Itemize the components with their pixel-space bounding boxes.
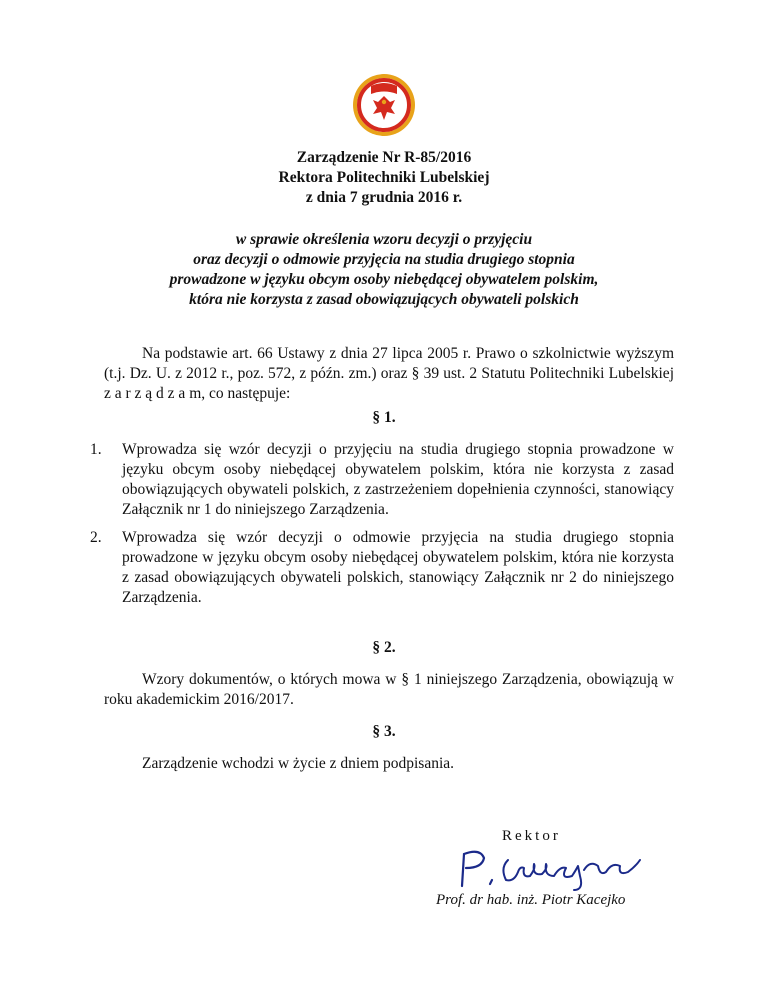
subject-line: która nie korzysta z zasad obowiązujących obywateli polskich [189,291,579,308]
section3-paragraph: Zarządzenie wchodzi w życie z dniem podpisania. [142,755,455,772]
section2-paragraph: Wzory dokumentów, o których mowa w § 1 niniejszego Zarządzenia, obowiązują w roku akademickim 2016/2017. [104,671,674,708]
university-logo-icon [351,72,417,138]
list-item [90,528,674,608]
list-item-text: Wprowadza się wzór decyzji o odmowie przyjęcia na studia drugiego stopnia prowadzone w języku obcym osoby niebędącej obywatelem polskim, która nie korzysta z zasad obowiązujących obywateli polskich, stanowiący Załącznik nr 2 do niniejszego Zarządzenia. [122,529,674,606]
subject-line: w sprawie określenia wzoru decyzji o przyjęciu [235,231,533,248]
document-issuer: Rektora Politechniki Lubelskiej [278,169,490,186]
subject-line: prowadzone w języku obcym osoby niebędącej obywatelem polskim, [169,271,599,288]
document-date: z dnia 7 grudnia 2016 r. [305,189,463,206]
section-heading-3: § 3. [372,723,396,740]
section-heading-1: § 1. [372,409,396,426]
list-item-number: 2. [90,529,102,546]
section-heading-2: § 2. [372,639,396,656]
list-item-text: Wprowadza się wzór decyzji o przyjęciu na studia drugiego stopnia prowadzone w języku obcym osoby niebędącej obywatelem polskim, która nie korzysta z zasad obowiązujących obywateli polskich, z zastrzeżeniem dopełnienia czynności, stanowiący Załącznik nr 1 do niniejszego Zarządzenia. [122,441,674,518]
subject-line: oraz decyzji o odmowie przyjęcia na studia drugiego stopnia [193,251,575,268]
list-item-number: 1. [90,441,102,458]
signer-name: Prof. dr hab. inż. Piotr Kacejko [436,892,626,908]
section1-list [90,440,674,616]
signature-title: Rektor [502,828,561,844]
document-subject [100,230,668,310]
document-title: Zarządzenie Nr R-85/2016 [296,149,472,166]
list-item [90,440,674,520]
intro-paragraph: Na podstawie art. 66 Ustawy z dnia 27 lipca 2005 r. Prawo o szkolnictwie wyższym (t.j. Dz. U. z 2012 r., poz. 572, z późn. zm.) oraz § 39 ust. 2 Statutu Politechniki Lubelskiej z a r z ą d z a m, co następuje: [104,345,674,402]
handwritten-signature-icon [450,846,650,892]
